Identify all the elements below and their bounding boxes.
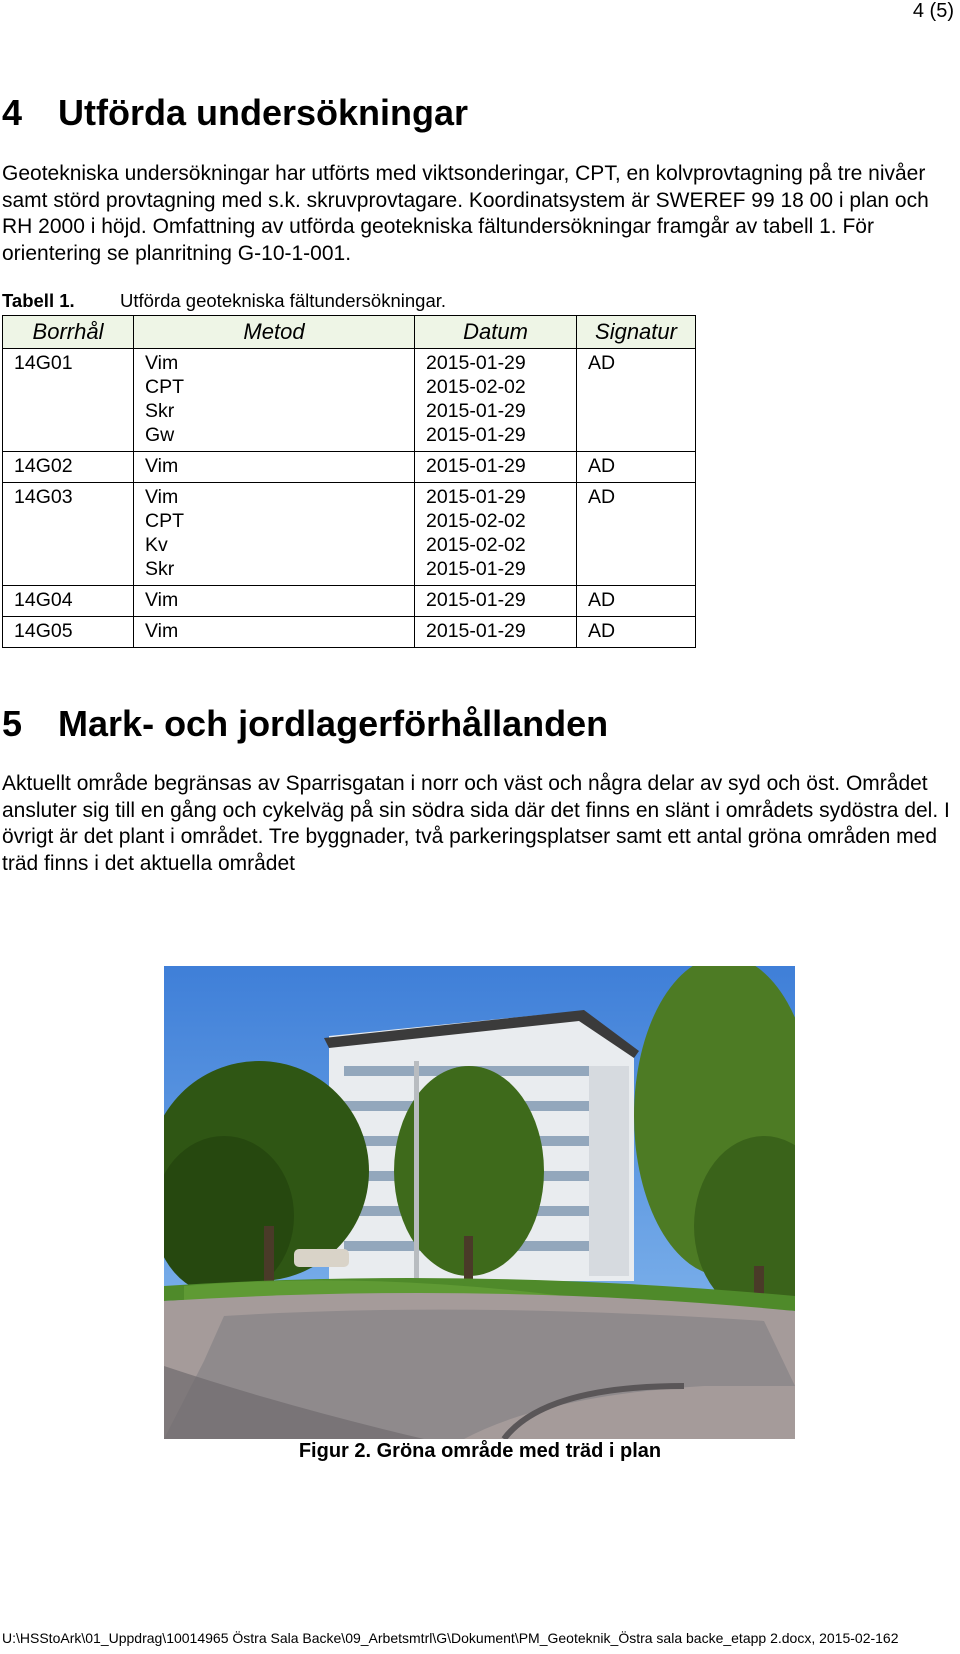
- cell-datum-line: 2015-01-29: [426, 589, 526, 611]
- cell-metod-line: Vim: [145, 455, 179, 477]
- cell-metod: [134, 586, 415, 617]
- header-borrhal: Borrhål: [3, 316, 134, 349]
- cell-datum-line: 2015-01-29: [426, 620, 526, 642]
- cell-metod-line: CPT: [145, 510, 184, 532]
- cell-metod-line: Vim: [145, 620, 179, 642]
- table-row: [3, 349, 696, 452]
- cell-signatur: AD: [577, 349, 696, 452]
- cell-metod: [134, 349, 415, 452]
- table-caption: [2, 290, 446, 312]
- cell-datum-line: 2015-02-02: [426, 376, 526, 398]
- cell-metod-line: Skr: [145, 400, 175, 422]
- cell-borrhal: 14G01: [3, 349, 134, 452]
- cell-datum: [415, 483, 577, 586]
- site-photo: [164, 966, 795, 1439]
- cell-metod-line: Vim: [145, 486, 179, 508]
- cell-metod: [134, 452, 415, 483]
- cell-datum-line: 2015-02-02: [426, 534, 526, 556]
- cell-metod: [134, 483, 415, 586]
- investigations-table: [2, 315, 696, 648]
- table-row: [3, 483, 696, 586]
- figure-caption: Figur 2. Gröna område med träd i plan: [298, 1440, 662, 1462]
- table-row: [3, 617, 696, 648]
- cell-borrhal: 14G02: [3, 452, 134, 483]
- table-caption-text: Utförda geotekniska fältundersökningar.: [120, 290, 447, 311]
- cell-datum-line: 2015-01-29: [426, 558, 526, 580]
- cell-datum: [415, 586, 577, 617]
- section-4-number: 4: [2, 92, 23, 133]
- cell-datum-line: 2015-02-02: [426, 510, 526, 532]
- cell-signatur: AD: [577, 586, 696, 617]
- section-5-heading: [2, 703, 608, 745]
- cell-datum-line: 2015-01-29: [426, 400, 526, 422]
- cell-borrhal: 14G04: [3, 586, 134, 617]
- site-photo-illustration: [164, 966, 795, 1439]
- cell-metod-line: Kv: [145, 534, 168, 556]
- table-body: [3, 349, 696, 648]
- cell-metod-line: Gw: [145, 424, 175, 446]
- cell-datum: [415, 452, 577, 483]
- table-row: [3, 586, 696, 617]
- header-signatur: Signatur: [577, 316, 696, 349]
- cell-metod-line: CPT: [145, 376, 184, 398]
- cell-signatur: AD: [577, 452, 696, 483]
- header-datum: Datum: [415, 316, 577, 349]
- header-metod: Metod: [134, 316, 415, 349]
- cell-borrhal: 14G03: [3, 483, 134, 586]
- cell-datum-line: 2015-01-29: [426, 486, 526, 508]
- section-5-number: 5: [2, 703, 23, 744]
- table-caption-label: Tabell 1.: [2, 290, 75, 311]
- cell-datum-line: 2015-01-29: [426, 352, 526, 374]
- table-row: [3, 452, 696, 483]
- footer-path: U:\HSStoArk\01_Uppdrag\10014965 Östra Sala Backe\09_Arbetsmtrl\G\Dokument\PM_Geoteknik_Östra sala backe_etapp 2.docx, 2015-02-162: [2, 1630, 899, 1646]
- section-4-heading: [2, 92, 468, 134]
- section-5-title: Mark- och jordlagerförhållanden: [58, 703, 609, 744]
- cell-metod-line: Vim: [145, 589, 179, 611]
- page-number: 4 (5): [912, 0, 954, 22]
- cell-metod-line: Skr: [145, 558, 175, 580]
- cell-borrhal: 14G05: [3, 617, 134, 648]
- table-header-row: [3, 316, 696, 349]
- cell-metod-line: Vim: [145, 352, 179, 374]
- section-4-paragraph: Geotekniska undersökningar har utförts med viktsonderingar, CPT, en kolvprovtagning på tre nivåer samt störd provtagning med s.k. skruvprovtagare. Koordinatsystem är SWEREF 99 18 00 i plan och RH 2000 i höjd. Omfattning av utförda geotekniska fältundersökningar framgår av tabell 1. För orientering se planritning G-10-1-001.: [2, 162, 929, 265]
- cell-datum: [415, 349, 577, 452]
- cell-datum-line: 2015-01-29: [426, 455, 526, 477]
- section-5-paragraph: Aktuellt område begränsas av Sparrisgatan i norr och väst och några delar av syd och öst. Området ansluter sig till en gång och cykelväg på sin södra sida där det finns en slänt i områdets sydöstra del. I övrigt är det plant i området. Tre byggnader, två parkeringsplatser samt ett antal gröna områden med träd finns i det aktuella området: [2, 772, 950, 875]
- section-4-title: Utförda undersökningar: [58, 92, 469, 133]
- cell-datum-line: 2015-01-29: [426, 424, 526, 446]
- cell-metod: [134, 617, 415, 648]
- cell-signatur: AD: [577, 617, 696, 648]
- cell-datum: [415, 617, 577, 648]
- cell-signatur: AD: [577, 483, 696, 586]
